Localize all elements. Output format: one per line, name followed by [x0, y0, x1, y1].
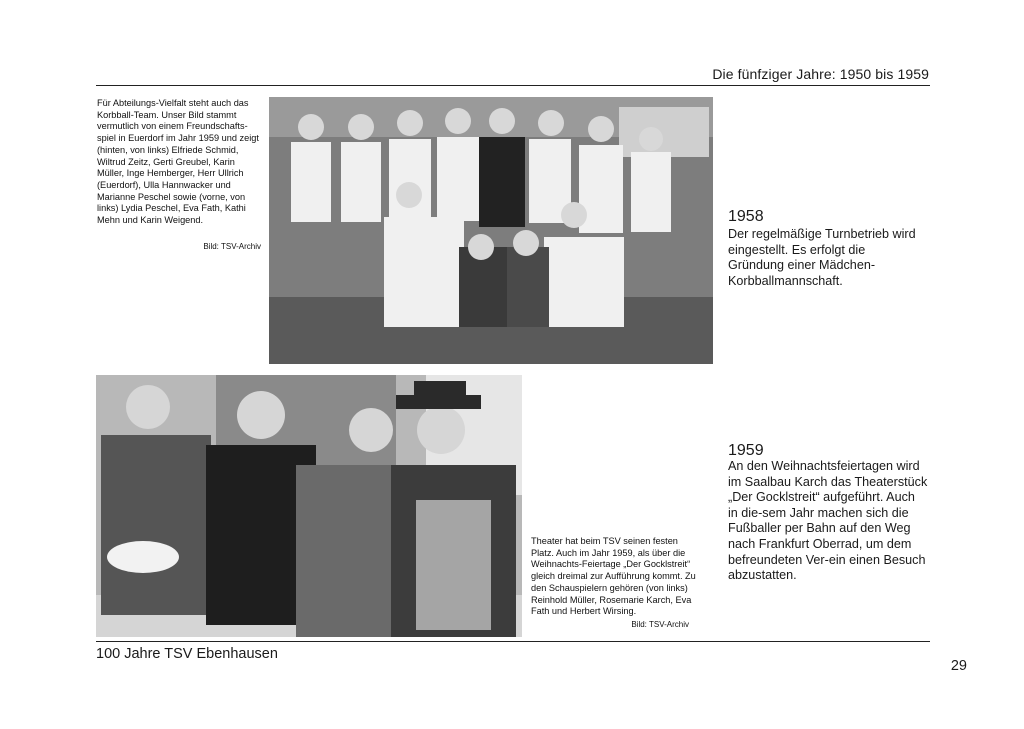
year-1958-heading: 1958	[728, 208, 764, 225]
running-header: Die fünfziger Jahre: 1950 bis 1959	[712, 66, 929, 82]
year-1958-text: Der regelmäßige Turnbetrieb wird eingestellt. Es erfolgt die Gründung einer Mädchen-Korbballmannschaft.	[728, 227, 916, 288]
year-1959-heading: 1959	[728, 442, 764, 459]
footer-rule	[96, 641, 930, 642]
footer-title: 100 Jahre TSV Ebenhausen	[96, 646, 278, 662]
photo-top-caption: Für Abteilungs-Vielfalt steht auch das Korbball-Team. Unser Bild stammt vermutlich von einem Freundschafts-spiel in Euerdorf im Jahr 1959 und zeigt (hinten, von links) Elfriede Schmid, Wiltrud Zeitz, Gerti Greubel, Karin Müller, Inge Hemberger, Herr Ullrich (Euerdorf), Ulla Hannwacker und Marianne Peschel sowie (vorne, von links) Lydia Peschel, Eva Fath, Kathi Mehn und Karin Weigend.	[97, 98, 259, 226]
photo-bottom-caption: Theater hat beim TSV seinen festen Platz. Auch im Jahr 1959, als über die Weihnachts-Feiertage „Der Gocklstreit“ gleich dreimal zur Aufführung kommt. Zu den Schauspielern gehören (von links) Reinhold Müller, Rosemarie Karch, Eva Fath und Herbert Wirsing.	[531, 536, 696, 617]
page-number: 29	[950, 658, 967, 674]
photo-top-credit: Bild: TSV-Archiv	[203, 242, 261, 251]
theater-group-photo	[96, 375, 522, 637]
header-rule	[96, 85, 930, 86]
photo-bottom-credit: Bild: TSV-Archiv	[631, 620, 689, 629]
year-1959-text: An den Weihnachtsfeiertagen wird im Saalbau Karch das Theaterstück „Der Gocklstreit“ aufgeführt. Auch in die-sem Jahr machen sich die Fußballer per Bahn auf den Weg nach Frankfurt Oberrad, um dem befreundeten Ver-ein einen Besuch abzustatten.	[728, 459, 928, 583]
korbball-team-photo	[269, 97, 713, 364]
